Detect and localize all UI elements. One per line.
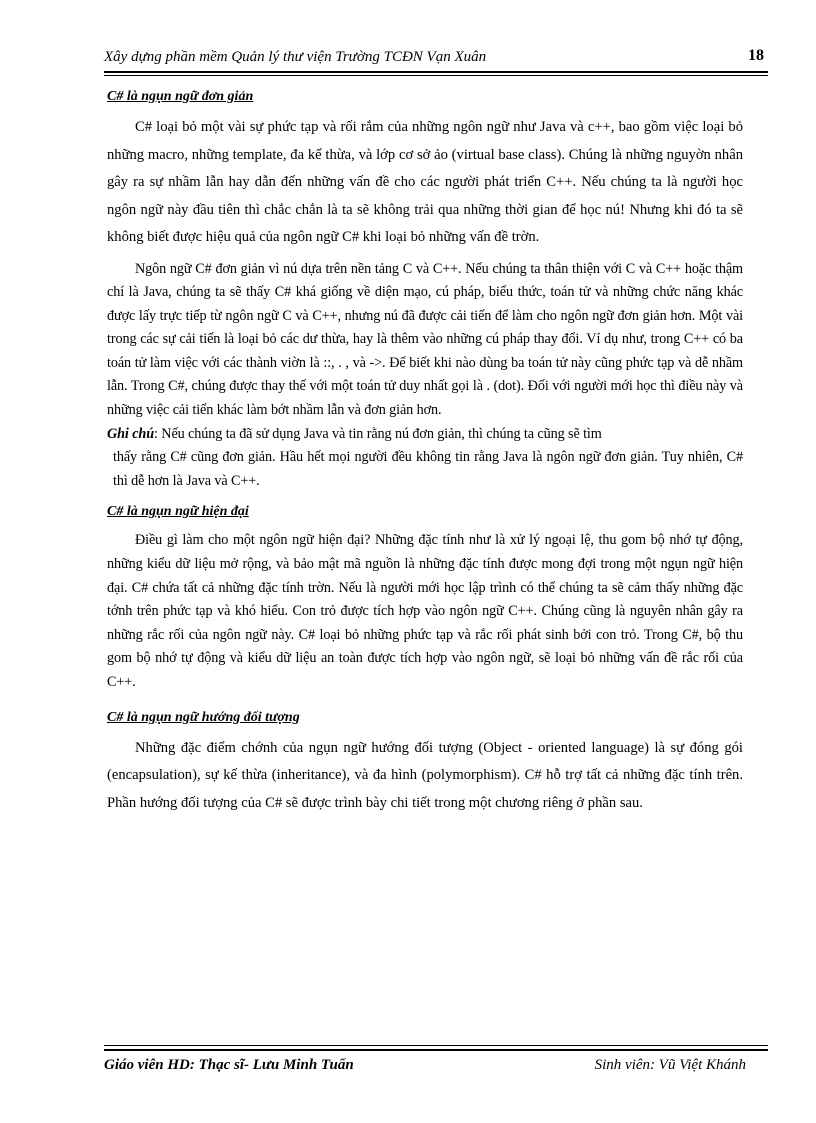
- paragraph: Ngôn ngữ C# đơn giản vì nú dựa trên nền tảng C và C++. Nếu chúng ta thân thiện với C và C++ hoặc thậm chí là Java, chúng ta sẽ thấy C# khá giống về diện mạo, cú pháp, biểu thức, toán tử và những chức năng khác được lấy trực tiếp từ ngôn ngữ C và C++, nhưng nú đã được cải tiến để làm cho ngôn ngữ đơn giản hơn. Một vài trong các sự cải tiến là loại bỏ các dư thừa, hay là thêm vào những cú pháp thay đổi. Ví dụ như, trong C++ có ba toán tử làm việc với các thành viờn là ::, . , và ->. Để biết khi nào dùng ba toán tử này cũng phức tạp và dễ nhầm lẫn. Trong C#, chúng được thay thế với một toán tử duy nhất gọi là . (dot). Đối với người mới học thì điều này và những việc cải tiến khác làm bớt nhầm lẫn và đơn giản hơn.: [107, 260, 743, 419]
- footer-rule-thin: [104, 1045, 768, 1046]
- note-paragraph: [107, 423, 743, 447]
- section-heading: C# là ngụn ngữ hướng đối tượng: [107, 709, 300, 725]
- note-label: Ghi chú: [107, 425, 155, 442]
- section-modern: [107, 503, 743, 694]
- paragraph: Những đặc điểm chớnh của ngụn ngữ hướng đối tượng (Object - oriented language) là sự đóng gói (encapsulation), sự kế thừa (inheritance), và đa hình (polymorphism). C# hỗ trợ tất cả những đặc tính trên. Phần hướng đối tượng của C# sẽ được trình bày chi tiết trong một chương riêng ở phần sau.: [107, 739, 743, 811]
- note-continuation: thấy rằng C# cũng đơn giản. Hầu hết mọi người đều không tin rằng Java là ngôn ngữ đơn giản. Tuy nhiên, C# thì dễ hơn là Java và C++.: [113, 449, 743, 489]
- page-number: 18: [748, 47, 764, 64]
- section-heading: C# là ngụn ngữ hiện đại: [107, 504, 249, 520]
- note-text: : Nếu chúng ta đã sử dụng Java và tin rằng nú đơn giản, thì chúng ta cũng sẽ tìm: [154, 425, 602, 442]
- footer-student: Sinh viên: Vũ Việt Khánh: [594, 1057, 746, 1073]
- header-title: Xây dựng phần mềm Quản lý thư viện Trường TCĐN Vạn Xuân: [104, 49, 487, 65]
- section-simple: [107, 88, 743, 493]
- paragraph: C# loại bỏ một vài sự phức tạp và rối rắm của những ngôn ngữ như Java và c++, bao gồm việc loại bỏ những macro, những template, đa kế thừa, và lớp cơ sở ảo (virtual base class). Chúng là những nguyờn nhân gây ra sự nhầm lẫn hay dẫn đến những vấn đề cho các người phát triển C++. Nếu chúng ta là người học ngôn ngữ này đầu tiên thì chắc chắn là ta sẽ không trải qua những thời gian để học nú! Nhưng khi đó ta sẽ không biết được hiệu quả của ngôn ngữ C# khi loại bỏ những vấn đề trờn.: [107, 119, 743, 245]
- paragraph: Điều gì làm cho một ngôn ngữ hiện đại? Những đặc tính như là xử lý ngoại lệ, thu gom bộ nhớ tự động, những kiểu dữ liệu mở rộng, và bảo mật mã nguồn là những đặc tính được mong đợi trong một ngụn ngữ hiện đại. C# chứa tất cả những đặc tính trờn. Nếu là người mới học lập trình có thể chúng ta sẽ cảm thấy những đặc tớnh trên phức tạp và khó hiểu. Con trỏ được tích hợp vào ngôn ngữ C++. Chúng cũng là nguyên nhân gây ra những rắc rối của ngôn ngữ này. C# loại bỏ những phức tạp và rắc rối phát sinh bởi con trỏ. Trong C#, bộ thu gom bộ nhớ tự động và kiểu dữ liệu an toàn được tích hợp vào ngôn ngữ, sẽ loại bỏ những vấn đề rắc rối của C++.: [107, 532, 743, 690]
- page-body: [107, 88, 743, 817]
- page-header: [104, 47, 768, 71]
- section-heading: C# là ngụn ngữ đơn giản: [107, 89, 254, 104]
- section-oop: [107, 709, 743, 818]
- footer-teacher: Giáo viên HD: Thạc sĩ- Lưu Minh Tuấn: [104, 1057, 354, 1073]
- header-rule-thin: [104, 75, 768, 76]
- header-rule-thick: [104, 71, 768, 73]
- footer-rule-thick: [104, 1049, 768, 1051]
